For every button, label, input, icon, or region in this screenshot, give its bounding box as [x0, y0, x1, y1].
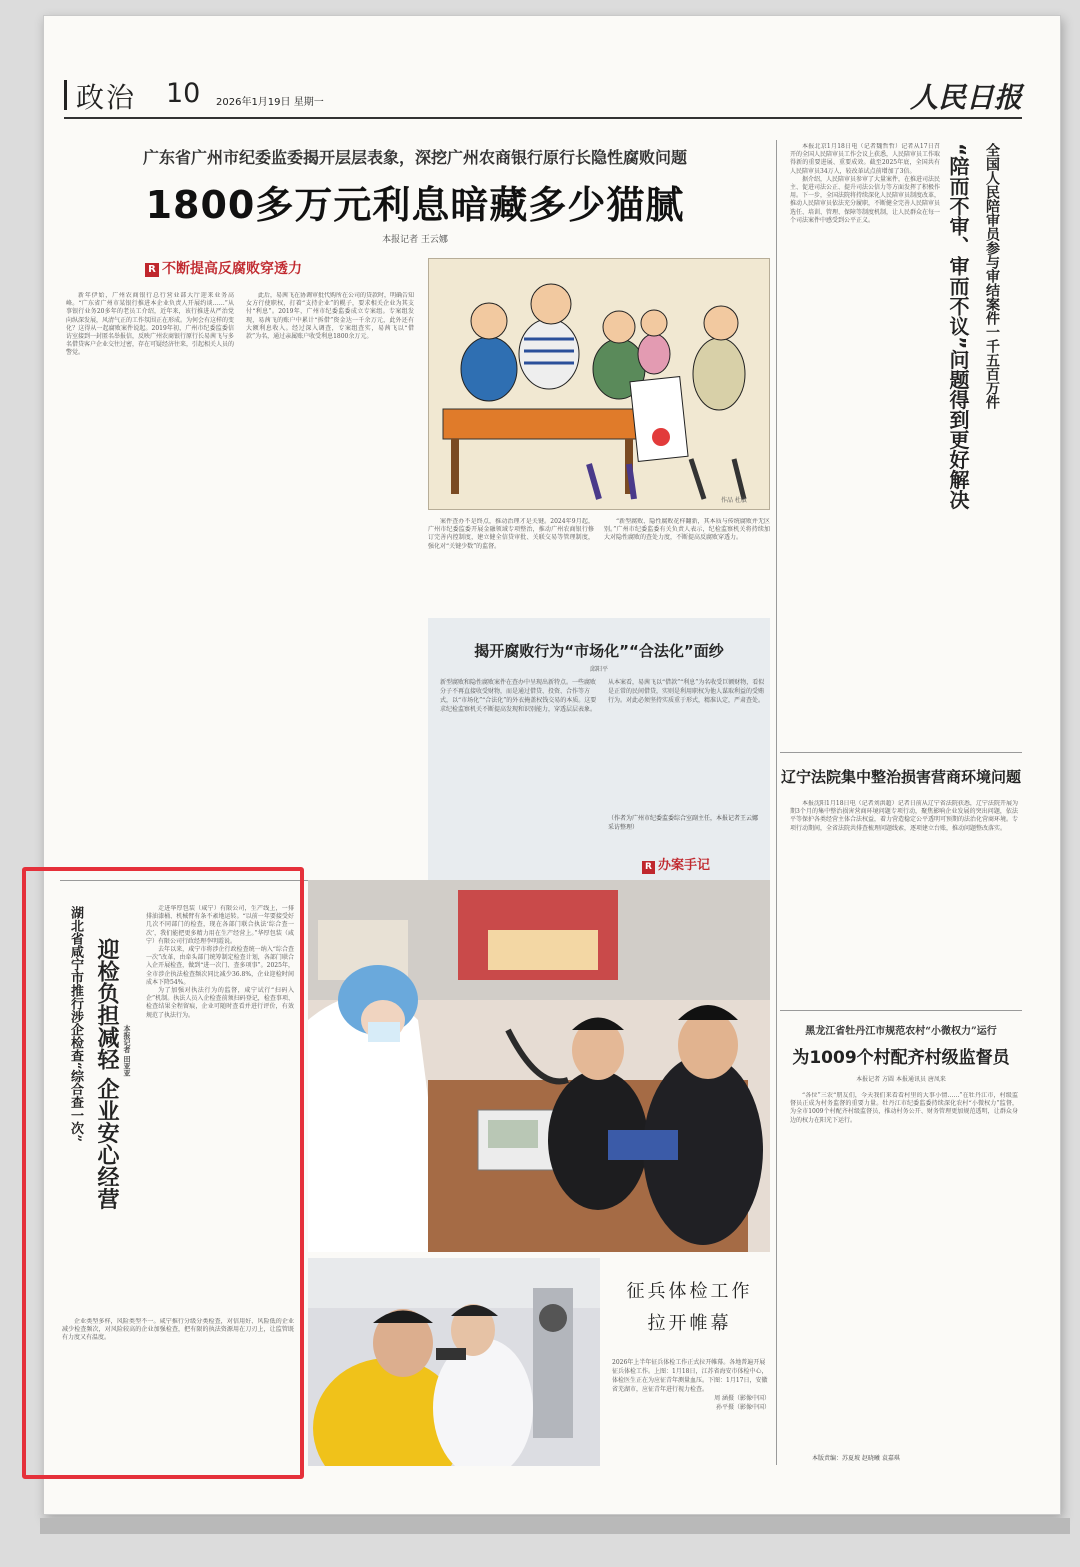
main-col-3: 案件查办不是终点，推动治理才是关键。2024年9月起，广州市纪委监委开展金融领域专项整治，推动广州农商银行修订完善内控制度，建立健全信贷审批、关联交易等管理制度，强化对“关键少数”的监督。	[428, 518, 594, 550]
conscript-body	[612, 1358, 770, 1458]
conscript-title-line1: 征兵体检工作	[626, 1281, 753, 1302]
conscript-title-line2: 拉开帷幕	[647, 1313, 732, 1334]
photo-blood-pressure	[308, 880, 770, 1252]
section-name: 政治	[76, 81, 137, 114]
subhead-text: 不断提高反腐败穿透力	[162, 261, 302, 277]
essay-tag-text: 办案手记	[658, 858, 711, 873]
highlight-kicker: 湖北省咸宁市推行涉企检查“综合查一次”	[68, 906, 83, 1142]
highlight-body-top: 走进华厚包装（咸宁）有限公司，生产线上，一排排油漆桶、机械臂有条不紊地运转。“以前一年要接受好几次不同部门的检查，现在各部门联合执法‘综合查一次’，我们能把更多精力用在生产经营上。”华厚包装（咸宁）有限公司行政经理李明霞说。 去年以来，咸宁市将涉企行政检查统一纳入“综合查一次”改革，由牵头部门统筹制定检查计划，各部门联合入企开展检查，做到“进一次门、查多项事”。2025年，全市涉企执法检查频次同比减少36.8%，企业迎检时间成本下降54%。 为了加强对执法行为的监督，咸宁试行“扫码入企”机制。执法人员入企检查前须扫码登记，检查事项、检查结果全程留痕，企业可随时查看并进行评价，有效规范了执法行为。	[146, 905, 294, 1019]
highlight-title: 迎检负担减轻 企业安心经营	[94, 938, 119, 1210]
editor-credit: 本版责编：苏夏坡 赵晓曦 袁嘉琪	[812, 1455, 900, 1462]
hlj-title: 为1009个村配齐村级监督员	[792, 1048, 1010, 1068]
page-number: 10	[166, 78, 201, 109]
main-kicker: 广东省广州市纪委监委揭开层层表象，深挖广州农商银行原行长隐性腐败问题	[142, 148, 687, 167]
jury-kicker: 全国人民陪审员参与审结案件一千五百万件	[984, 143, 1000, 409]
newspaper-logo: 人民日报	[909, 81, 1022, 114]
page-edge	[40, 1518, 1070, 1534]
conscript-body-text: 2026年上半年征兵体检工作正式拉开帷幕。各地普遍开展征兵体检工作。上图：1月18日，江苏省海安市体检中心，体检医生正在为应征青年测量血压。下图：1月17日，安徽省芜湖市，应征青年进行视力检查。	[612, 1359, 768, 1393]
essay-col-right: 从本案看，易茜飞以“借款”“利息”为名收受巨额财物，看似是正常的民间借贷，实则是利用职权为他人谋取利益的受贿行为。对此必须坚持实质重于形式，精准认定，严肃查处。	[608, 679, 765, 704]
cartoon-credit: 作品 杜敏	[721, 497, 747, 504]
photo-credit-1: 周 涵摄（影像中国）	[714, 1395, 770, 1402]
essay-tag	[642, 854, 710, 874]
highlight-body-bottom: 企业类型多样，风险类型不一。咸宁推行分级分类检查，对信用好、风险低的企业减少检查频次，对风险较高的企业加强检查，把有限的执法资源用在刀刃上，让监管既有力度又有温度。	[62, 1318, 294, 1342]
right-divider-1	[780, 752, 1022, 753]
main-col-2: 此后，易茜飞在协调审批代购所在公司的贷款时，明确告知女方行使职权，打着“支持企业”的幌子，要求相关企业为其支付“利息”。2019年，广州市纪委监委成立专案组。专案组发现，易茜飞的账户中累计“拆借”资金达一千余万元，此外还有大额利息收入。经过深入调查，专案组查实，易茜飞以“借款”为名，通过亲属账户收受利息1800余万元。	[246, 292, 414, 341]
hlj-kicker: 黑龙江省牡丹江市规范农村“小微权力”运行	[805, 1026, 997, 1037]
essay-col-left: 新型腐败和隐性腐败案件在查办中呈现出新特点。一些腐败分子不再直接收受财物，而是通过借贷、投资、合作等方式，以“市场化”“合法化”的外衣掩盖权钱交易的本质。这要求纪检监察机关不断提高发现和识别能力，穿透层层表象。	[440, 679, 597, 713]
conscript-title	[612, 1276, 767, 1340]
hlj-byline: 本报记者 方圆 本报通讯员 唐凤来	[856, 1076, 946, 1083]
main-headline: 1800多万元利息暗藏多少猫腻	[145, 183, 685, 227]
masthead-rule	[64, 117, 1022, 119]
essay-note: （作者为广州市纪委监委综合室副主任，本报记者王云娜采访整理）	[608, 815, 759, 831]
essay-box	[428, 618, 770, 880]
photo-credit-2: 孙平摄（影像中国）	[715, 1404, 770, 1411]
subhead-mark: R	[145, 263, 159, 277]
essay-title: 揭开腐败行为“市场化”“合法化”面纱	[474, 642, 724, 660]
cartoon-illustration	[428, 258, 770, 510]
hlj-body: “各位”三农“朋友们，今天我们来看看村里的大事小情……”在牡丹江市，村级监督员正成为村务监督的重要力量。牡丹江市纪委监委持续深化农村“小微权力”监督，为全市1009个村配齐村级监督员，推动村务公开、财务管理更加规范透明，让群众身边的权力在阳光下运行。	[790, 1092, 1018, 1124]
photo-eye-exam	[308, 1258, 600, 1466]
main-col-4: “新型腐败、隐性腐败花样翻新，其本质与传统腐败并无区别。”广州市纪委监委有关负责人表示，纪检监察机关将持续加大对隐性腐败的查处力度，不断提高反腐败穿透力。	[604, 518, 770, 542]
essay-author: 邱阳平	[589, 666, 608, 673]
right-divider-2	[780, 1010, 1022, 1011]
jury-title: “陪而不审、审而不议”问题得到更好解决	[946, 143, 970, 510]
masthead	[64, 76, 1022, 116]
masthead-bar	[64, 80, 67, 110]
main-col-1: 新年伊始，广州农商银行总行营业部大厅迎来业务高峰。“广东省广州市某银行推进本企业负责人开展约谈……”从事银行业务20多年的老员工介绍，近年来，该行推进从严治党向纵深发展，风清气正的工作氛围正在形成。为何会有这样的变化？这得从一起腐败案件说起。2019年初，广州市纪委监委信访室接到一封匿名举报信，反映广州农商银行原行长易茜飞与多名借贷客户企业交往过密，存在可疑经济往来，引起相关人员的警觉。	[66, 292, 234, 357]
highlight-byline: 本报记者 田亚亚	[123, 1025, 132, 1077]
liaoning-body: 本报沈阳1月18日电（记者刘洪超）记者日前从辽宁省法院获悉，辽宁法院开展为期3个月的集中整治损害营商环境问题专项行动，聚焦影响企业发展的突出问题，依法平等保护各类经营主体合法权益，着力营造稳定公平透明可预期的法治化营商环境。专项行动期间，全省法院共排查梳理问题线索，逐项建立台账，推动问题整改落实。	[790, 800, 1018, 832]
main-byline: 本报记者 王云娜	[382, 235, 448, 245]
liaoning-title: 辽宁法院集中整治损害营商环境问题	[780, 768, 1021, 786]
column-divider	[776, 140, 777, 1465]
essay-tag-mark: R	[642, 861, 655, 874]
main-subhead	[145, 258, 302, 278]
jury-body: 本报北京1月18日电（记者魏哲哲）记者从17日召开的全国人民陪审员工作会议上获悉，人民陪审员工作取得新的重要进展、重要成效。截至2025年底，全国共有人民陪审员34万人，较改革试点前增加了3倍。 据介绍，人民陪审员参审了大量案件，在推进司法民主、促进司法公正、提升司法公信力等方面发挥了积极作用。下一步，全国法院将持续深化人民陪审员制度改革，推动人民陪审员依法充分履职，不断健全完善人民陪审员选任、培训、管理、保障等制度机制，让人民群众在每一个司法案件中感受到公平正义。	[790, 143, 940, 224]
issue-date: 2026年1月19日 星期一	[216, 97, 324, 108]
